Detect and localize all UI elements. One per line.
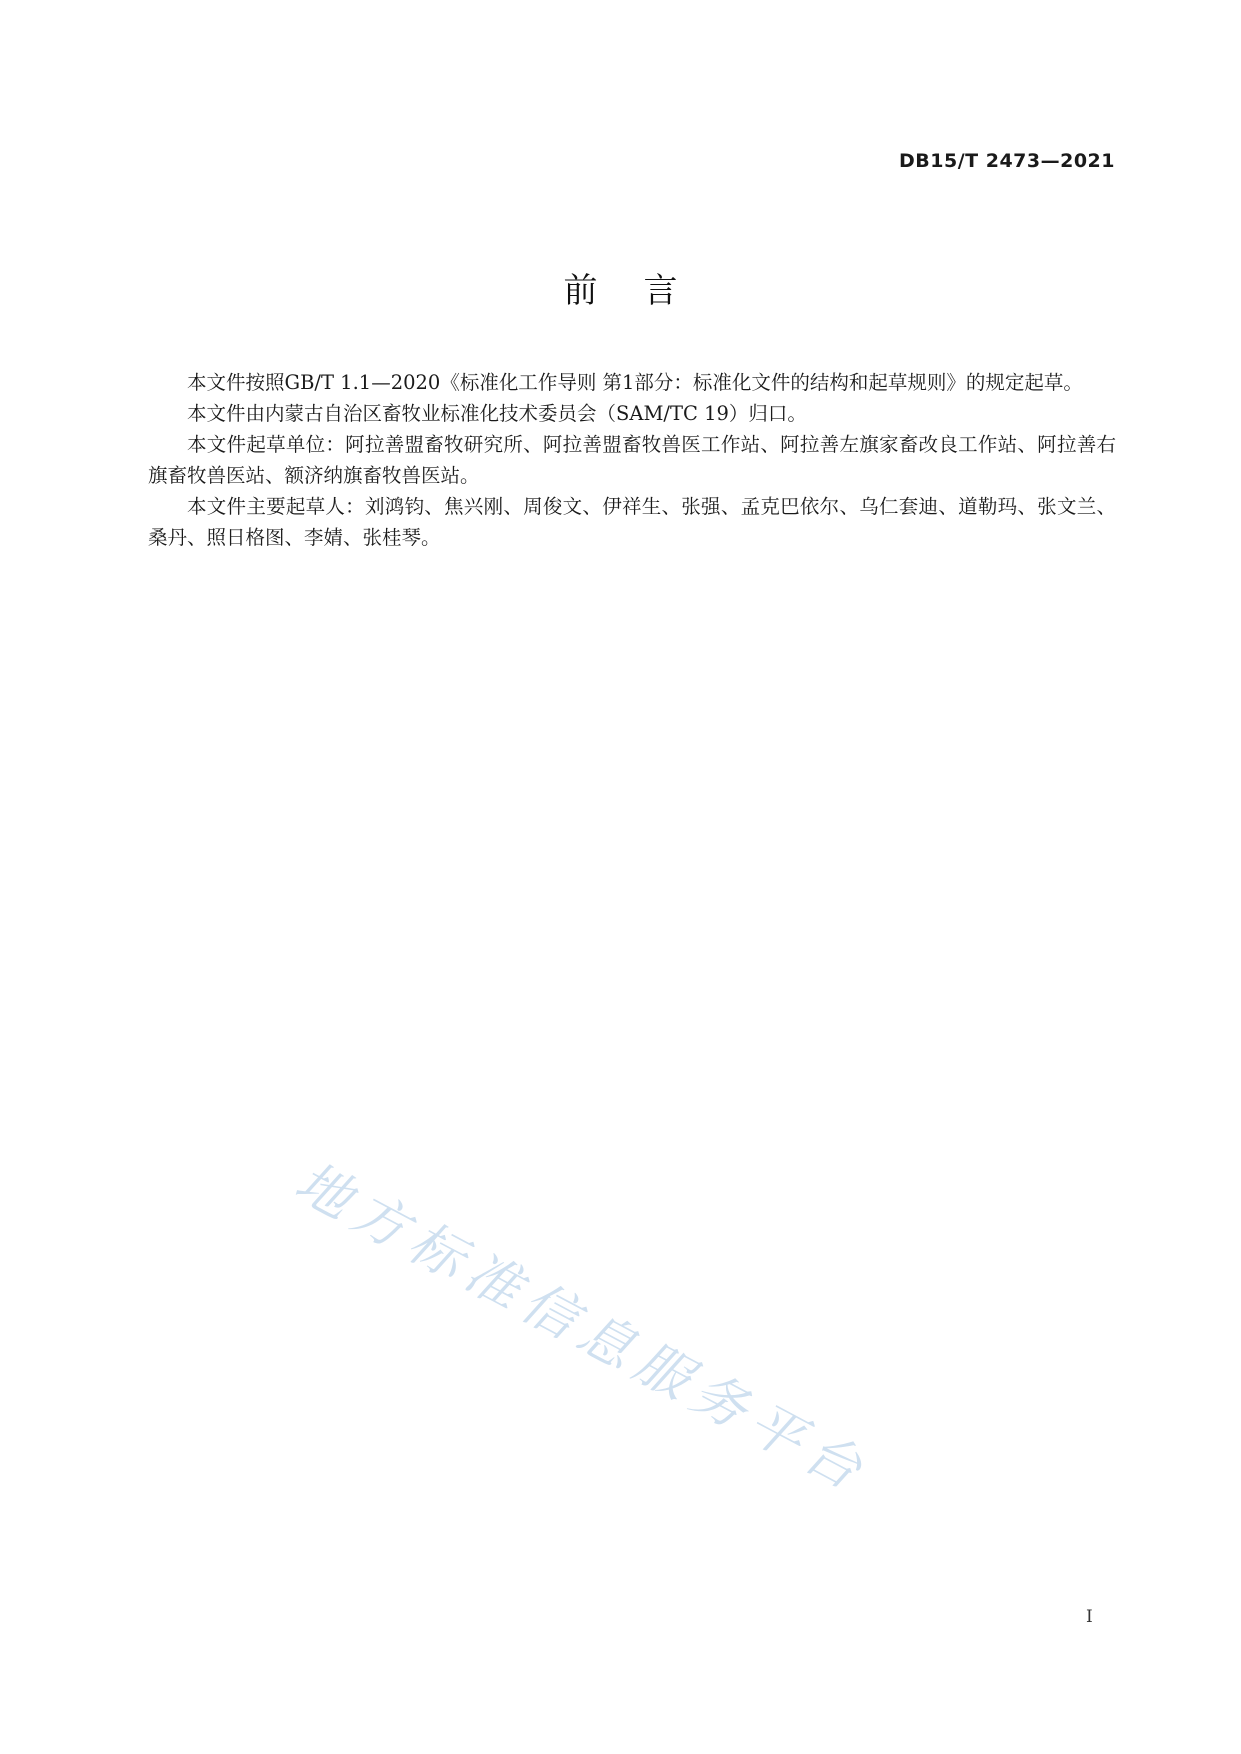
paragraph-committee: 本文件由内蒙古自治区畜牧业标准化技术委员会（SAM/TC 19）归口。 (187, 402, 807, 425)
paragraph-drafting-rules: 本文件按照GB/T 1.1—2020《标准化工作导则 第1部分：标准化文件的结构和起草规则》的规定起草。 (187, 371, 1083, 394)
page-title: 前言 (563, 271, 724, 311)
watermark: 地方标准信息服务平台 (285, 1149, 880, 1506)
foreword-body (148, 367, 1116, 553)
page-number: I (1086, 1607, 1093, 1627)
document-code: DB15/T 2473—2021 (899, 150, 1115, 172)
paragraph-drafting-units: 本文件起草单位：阿拉善盟畜牧研究所、阿拉善盟畜牧兽医工作站、阿拉善左旗家畜改良工作站、阿拉善右旗畜牧兽医站、额济纳旗畜牧兽医站。 (148, 433, 1116, 487)
paragraph-drafters: 本文件主要起草人：刘鸿钧、焦兴刚、周俊文、伊祥生、张强、孟克巴依尔、乌仁套迪、道勒玛、张文兰、桑丹、照日格图、李婧、张桂琴。 (148, 495, 1116, 549)
